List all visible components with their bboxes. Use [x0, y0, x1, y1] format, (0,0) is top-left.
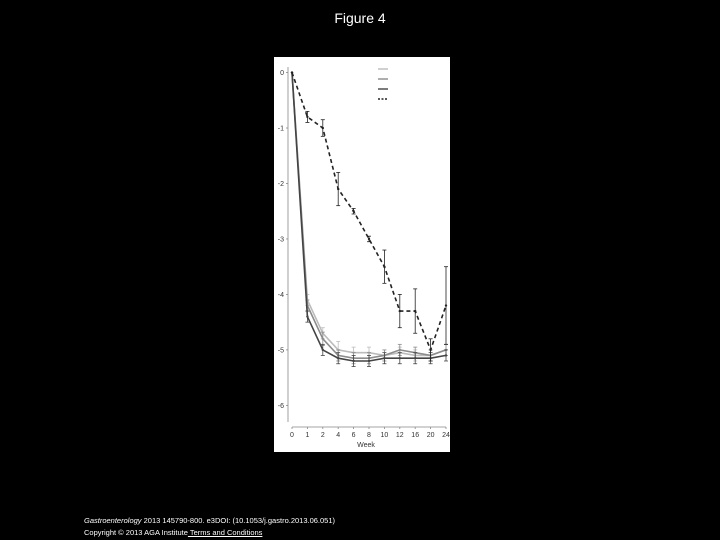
citation [84, 515, 335, 527]
series-line [292, 73, 446, 356]
y-tick-label: -5 [277, 347, 284, 355]
x-tick-label: 6 [351, 432, 356, 439]
series-4 [291, 71, 448, 361]
data-point [322, 127, 324, 129]
x-tick-label: 8 [367, 432, 371, 439]
data-point [414, 357, 416, 359]
data-point [337, 188, 339, 190]
figure-title: Figure 4 [334, 10, 386, 26]
y-tick-label: -2 [277, 180, 284, 188]
terms-link[interactable]: Terms and Conditions [187, 528, 263, 537]
data-point [445, 304, 447, 306]
y-tick-label: 0 [280, 70, 284, 78]
x-axis-label: Week [357, 442, 375, 449]
footer [84, 515, 335, 539]
data-point [399, 310, 401, 312]
legend [378, 69, 388, 99]
data-point [414, 310, 416, 312]
data-point [352, 360, 354, 362]
x-tick-label: 2 [320, 432, 325, 439]
series-group [291, 71, 448, 366]
y-tick-label: -3 [277, 236, 284, 244]
y-tick-label: -4 [277, 291, 284, 299]
data-point [322, 338, 324, 340]
journal-name: Gastroenterology [84, 516, 142, 525]
copyright-line [84, 527, 335, 539]
x-axis [290, 427, 450, 439]
data-point [383, 265, 385, 267]
data-point [383, 357, 385, 359]
x-tick-label: 4 [336, 432, 341, 439]
series-1 [291, 71, 448, 361]
data-point [352, 210, 354, 212]
data-point [306, 315, 308, 317]
data-point [429, 349, 431, 351]
data-point [306, 116, 308, 118]
series-2 [291, 71, 448, 363]
line-chart [274, 57, 450, 452]
data-point [445, 354, 447, 356]
data-point [399, 349, 401, 351]
data-point [291, 71, 293, 73]
chart-panel [274, 57, 450, 452]
data-point [368, 360, 370, 362]
x-tick-label: 10 [380, 432, 389, 439]
series-line [292, 73, 446, 350]
data-point [368, 238, 370, 240]
x-tick-label: 16 [411, 432, 420, 439]
data-point [322, 349, 324, 351]
x-tick-label: 20 [426, 432, 435, 439]
y-tick-label: -1 [277, 125, 284, 133]
x-tick-label: 0 [290, 432, 294, 439]
y-tick-label: -6 [277, 402, 284, 410]
citation-details: 2013 145790-800. e3DOI: (10.1053/j.gastro.2013.06.051) [141, 516, 336, 525]
data-point [337, 357, 339, 359]
y-axis [278, 67, 288, 422]
data-point [399, 357, 401, 359]
x-tick-label: 1 [305, 432, 310, 439]
x-tick-label: 24 [442, 432, 450, 439]
x-tick-label: 12 [395, 432, 404, 439]
copyright-text: Copyright © 2013 AGA Institute [84, 528, 188, 537]
